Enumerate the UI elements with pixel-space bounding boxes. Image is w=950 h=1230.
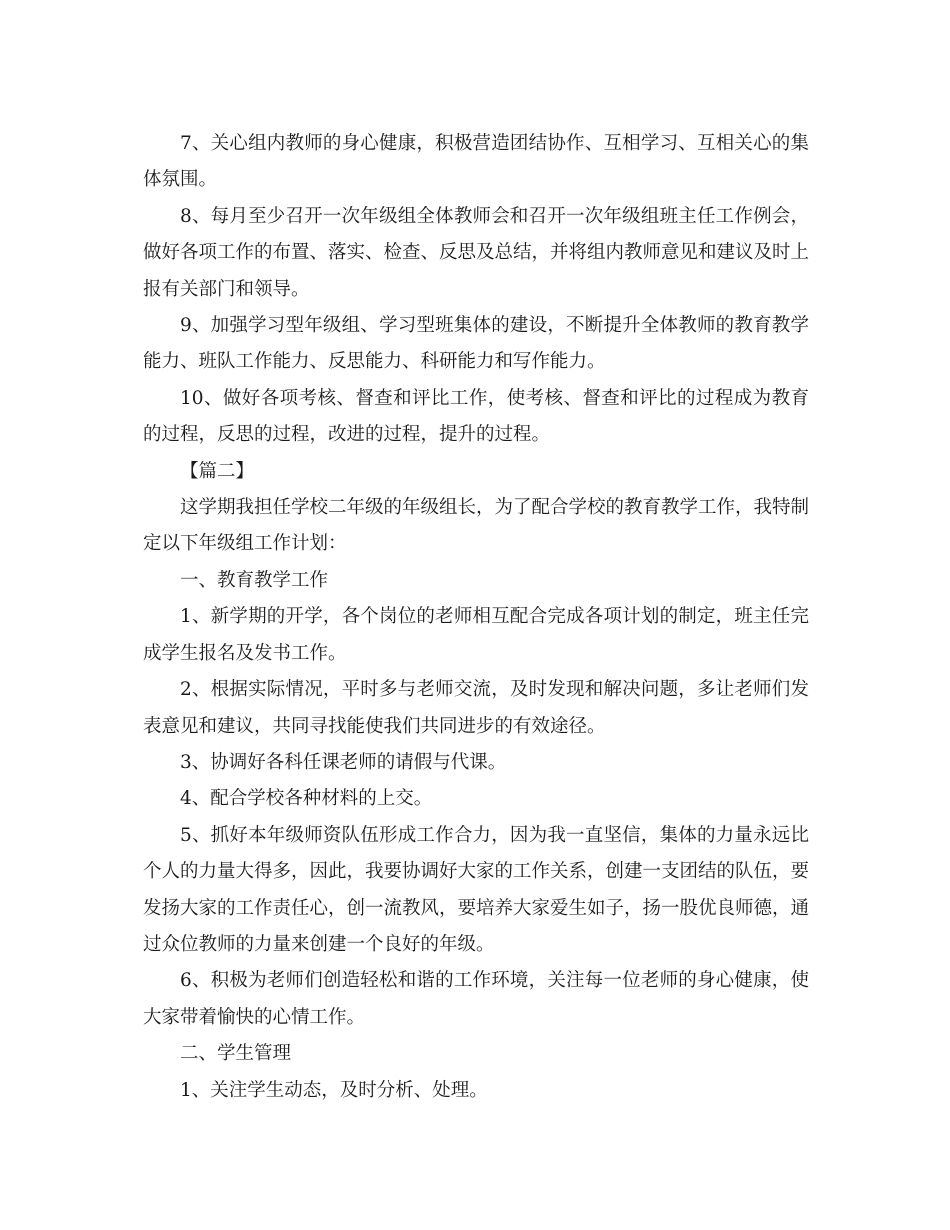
section-heading-part-two: 【篇二】 — [180, 460, 255, 482]
teaching-item-2: 2、根据实际情况，平时多与老师交流，及时发现和解决问题，多让老师们发表意见和建议，共同寻找能使我们共同进步的有效途径。 — [143, 679, 809, 737]
section-heading-teaching: 一、教育教学工作 — [180, 569, 329, 591]
section-heading-student-management: 二、学生管理 — [180, 1043, 292, 1065]
teaching-item-5: 5、抓好本年级师资队伍形成工作合力，因为我一直坚信，集体的力量永远比个人的力量大得多，因此，我要协调好大家的工作关系，创建一支团结的队伍，要发扬大家的工作责任心，创一流教风，要培养大家爱生如子，扬一股优良师德，通过众位教师的力量来创建一个良好的年级。 — [143, 824, 810, 955]
teaching-item-6: 6、积极为老师们创造轻松和谐的工作环境，关注每一位老师的身心健康，使大家带着愉快的心情工作。 — [143, 970, 809, 1028]
paragraph-item-9: 9、加强学习型年级组、学习型班集体的建设，不断提升全体教师的教育教学能力、班队工作能力、反思能力、科研能力和写作能力。 — [143, 315, 809, 373]
teaching-item-4: 4、配合学校各种材料的上交。 — [180, 788, 433, 810]
teaching-item-3: 3、协调好各科任课老师的请假与代课。 — [180, 751, 507, 773]
paragraph-item-10: 10、做好各项考核、督查和评比工作，使考核、督查和评比的过程成为教育的过程，反思的过程，改进的过程，提升的过程。 — [143, 387, 809, 446]
paragraph-item-8: 8、每月至少召开一次年级组全体教师会和召开一次年级组班主任工作例会，做好各项工作的布置、落实、检查、反思及总结，并将组内教师意见和建议及时上报有关部门和领导。 — [143, 205, 810, 300]
student-item-1: 1、关注学生动态，及时分析、处理。 — [180, 1079, 488, 1101]
paragraph-item-7: 7、关心组内教师的身心健康，积极营造团结协作、互相学习、互相关心的集体氛围。 — [143, 133, 809, 191]
document-body — [143, 126, 809, 1109]
teaching-item-1: 1、新学期的开学，各个岗位的老师相互配合完成各项计划的制定，班主任完成学生报名及发书工作。 — [143, 606, 809, 664]
intro-paragraph: 这学期我担任学校二年级的年级组长，为了配合学校的教育教学工作，我特制定以下年级组工作计划： — [143, 497, 810, 555]
